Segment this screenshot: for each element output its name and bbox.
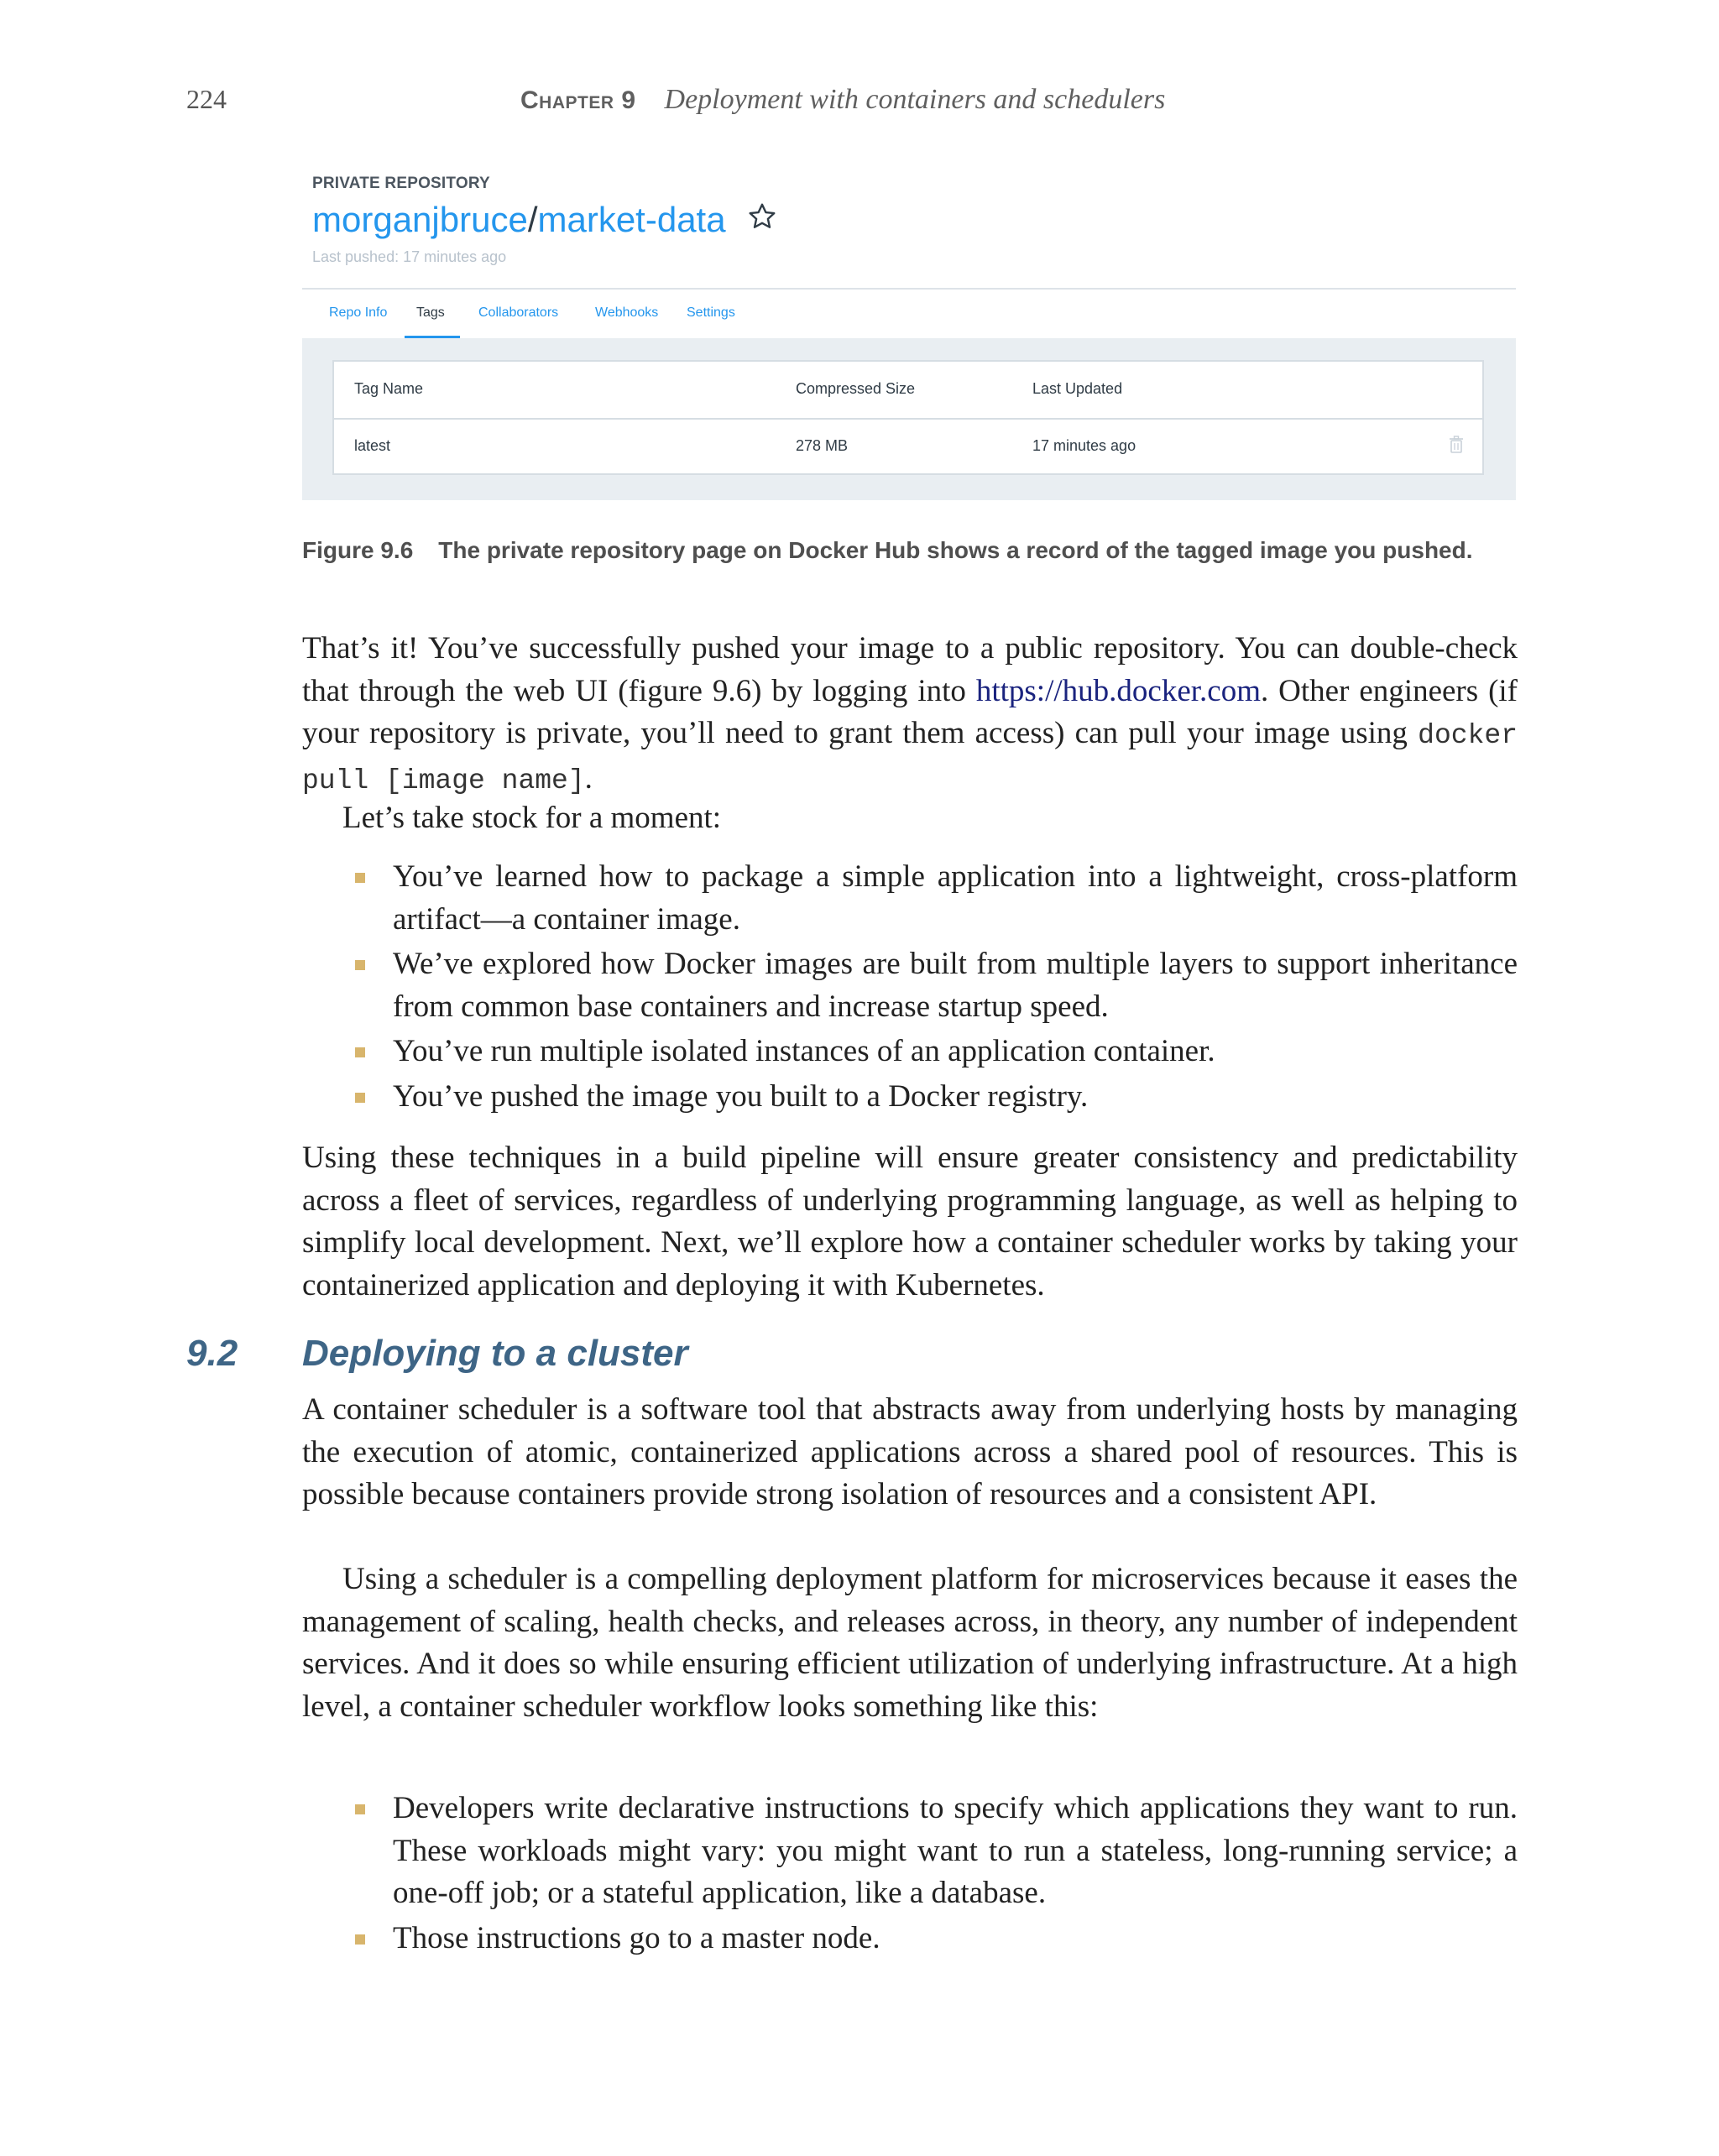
table-header-row xyxy=(334,362,1482,420)
list-item-text: Developers write declarative instructions to specify which applications they want to run. These workloads might vary: you might want to run a stateless, long-running service; a one-off job; or a stateful application, like a database. xyxy=(393,1791,1518,1910)
paragraph-text: That’s it! You’ve successfully pushed your image to a public repository. You can double-check that through the web UI (figure 9.6) by logging into xyxy=(302,631,1518,708)
running-head xyxy=(520,84,1165,116)
list-item-text: You’ve pushed the image you built to a Docker registry. xyxy=(393,1078,1089,1114)
repo-name: market-data xyxy=(537,200,726,239)
paragraph-text: . Other engineers (if your repository is private, you’ll need to grant them access) can pull your image using xyxy=(302,673,1518,750)
paragraph xyxy=(302,628,1518,802)
bullet-marker xyxy=(355,1047,365,1057)
list-item xyxy=(302,1076,1518,1119)
trash-icon[interactable] xyxy=(1449,436,1464,458)
section-number: 9.2 xyxy=(186,1333,238,1374)
paragraph-text: . xyxy=(584,760,593,796)
list-item xyxy=(302,943,1518,1028)
last-pushed-text: Last pushed: 17 minutes ago xyxy=(312,248,507,265)
section-title: Deploying to a cluster xyxy=(302,1333,688,1374)
bullet-marker xyxy=(355,1093,365,1103)
tab-webhooks[interactable]: Webhooks xyxy=(595,305,659,320)
column-header-last-updated: Last Updated xyxy=(1032,380,1123,397)
list-item-text: We’ve explored how Docker images are built from multiple layers to support inheritance from common base containers and increase startup speed. xyxy=(393,947,1518,1024)
bullet-marker xyxy=(355,873,365,883)
header-divider xyxy=(302,288,1516,290)
figure-caption xyxy=(302,537,1544,564)
repo-title xyxy=(312,200,777,240)
repo-owner-link[interactable]: morganjbruce xyxy=(312,200,528,239)
section-heading xyxy=(186,1333,688,1375)
list-item xyxy=(302,1788,1518,1915)
bullet-marker xyxy=(355,960,365,970)
column-header-tag-name: Tag Name xyxy=(354,380,424,397)
tag-name-cell: latest xyxy=(354,437,391,454)
column-header-compressed-size: Compressed Size xyxy=(796,380,916,397)
tab-settings[interactable]: Settings xyxy=(687,305,735,320)
bullet-marker xyxy=(355,1804,365,1814)
tags-panel xyxy=(302,338,1516,500)
tab-collaborators[interactable]: Collaborators xyxy=(478,305,559,320)
docker-hub-screenshot xyxy=(302,166,1516,500)
bullet-list xyxy=(302,1788,1518,1962)
paragraph: A container scheduler is a software tool that abstracts away from underlying hosts by managing the execution of atomic, containerized applications across a shared pool of resources. This is possible because containers provide strong isolation of resources and a consistent API. xyxy=(302,1392,1518,1511)
list-item-text: Those instructions go to a master node. xyxy=(393,1920,880,1955)
paragraph: Let’s take stock for a moment: xyxy=(342,801,722,835)
list-item xyxy=(302,1918,1518,1960)
running-header xyxy=(186,84,1529,126)
star-icon[interactable] xyxy=(747,200,777,240)
bullet-list xyxy=(302,856,1518,1120)
repo-separator: / xyxy=(527,200,538,239)
chapter-title: Deployment with containers and schedulers xyxy=(664,84,1166,115)
paragraph: Using a scheduler is a compelling deployment platform for microservices because it eases the management of scaling, health checks, and releases across, in theory, any number of independent services. And it does so while ensuring efficient utilization of underlying infrastructure. At a high level, a container scheduler workflow looks something like this: xyxy=(302,1562,1518,1724)
repo-visibility-label: PRIVATE REPOSITORY xyxy=(312,175,490,192)
inline-code: docker pull [image name] xyxy=(302,720,1518,796)
tags-table xyxy=(332,360,1484,475)
compressed-size-cell: 278 MB xyxy=(796,437,849,454)
table-row xyxy=(334,419,1482,475)
chapter-label: Chapter 9 xyxy=(520,86,636,114)
list-item-text: You’ve learned how to package a simple application into a lightweight, cross-platform artifact—a container image. xyxy=(393,859,1518,937)
list-item xyxy=(302,856,1518,941)
list-item-text: You’ve run multiple isolated instances of an application container. xyxy=(393,1034,1215,1068)
figure-number: Figure 9.6 xyxy=(302,537,414,563)
figure-caption-text: The private repository page on Docker Hub shows a record of the tagged image you pushed. xyxy=(438,537,1473,563)
paragraph: Using these techniques in a build pipeline will ensure greater consistency and predictability across a fleet of services, regardless of underlying programming language, as well as helping to simplify local development. Next, we’ll explore how a container scheduler works by taking your containerized application and deploying it with Kubernetes. xyxy=(302,1141,1518,1302)
last-updated-cell: 17 minutes ago xyxy=(1032,437,1136,454)
bullet-marker xyxy=(355,1934,365,1945)
hub-docker-link[interactable]: https://hub.docker.com xyxy=(975,673,1261,708)
list-item xyxy=(302,1031,1518,1073)
tab-repo-info[interactable]: Repo Info xyxy=(329,305,388,320)
tab-tags[interactable]: Tags xyxy=(416,305,445,320)
page-number: 224 xyxy=(186,84,227,114)
